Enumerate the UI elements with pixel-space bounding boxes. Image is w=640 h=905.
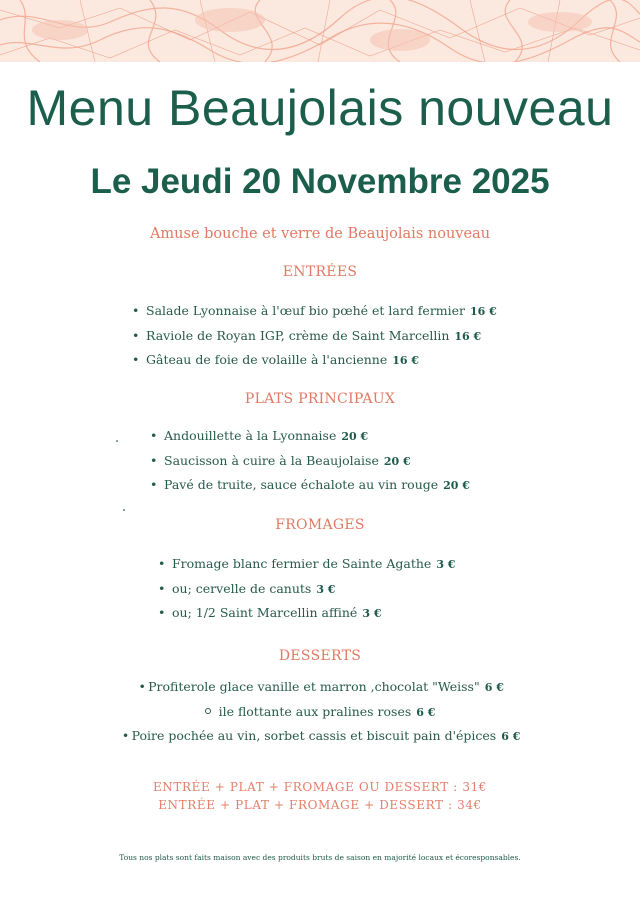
list-item — [0, 700, 640, 725]
decorative-banner — [0, 0, 640, 62]
bullet-icon: • — [158, 605, 166, 620]
bullet-icon: • — [158, 580, 166, 596]
item-price: 6 € — [484, 681, 504, 694]
item-name: Profiterole glace vanille et marron ,chocolat "Weiss" — [148, 679, 480, 694]
bullet-icon: • — [158, 556, 166, 571]
item-name: Gâteau de foie de volaille à l'ancienne — [146, 352, 388, 367]
item-price: 6 € — [416, 705, 436, 719]
formula-line: ENTRÉE + PLAT + FROMAGE OU DESSERT : 31€ — [152, 780, 488, 794]
list-item — [150, 449, 470, 474]
footnote: Tous nos plats sont faits maison avec des produits bruts de saison en majorité locaux et écoresponsables. — [119, 853, 521, 862]
item-name: Raviole de Royan IGP, crème de Saint Marcellin — [146, 327, 450, 343]
item-price: 16 € — [392, 354, 420, 367]
item-price: 3 € — [362, 607, 382, 620]
page-title: Menu Beaujolais nouveau — [26, 80, 614, 136]
bullet-icon: • — [150, 428, 158, 443]
list-item — [158, 577, 455, 602]
list-item — [158, 601, 455, 626]
item-price: 20 € — [443, 479, 470, 492]
bullet-icon: • — [132, 303, 140, 318]
amuse-bouche-line: Amuse bouche et verre de Beaujolais nouveau — [149, 226, 491, 242]
bullet-icon: • — [132, 327, 140, 343]
stray-dot — [116, 440, 118, 442]
section-title-entrees: ENTRÉES — [282, 264, 358, 280]
item-name: Pavé de truite, sauce échalote au vin rouge — [164, 477, 439, 492]
list-item — [150, 473, 470, 498]
bullet-icon: • — [138, 679, 146, 694]
entrees-list — [132, 299, 497, 373]
item-price: 3 € — [436, 558, 456, 571]
item-name: Fromage blanc fermier de Sainte Agathe — [172, 556, 432, 571]
plats-list — [150, 424, 470, 498]
desserts-list — [0, 675, 640, 749]
marble-pattern-image — [0, 0, 640, 62]
list-item — [158, 552, 455, 577]
item-name: ou; 1/2 Saint Marcellin affiné — [172, 605, 358, 620]
item-name: ile flottante aux pralines roses — [218, 703, 412, 719]
list-item — [132, 324, 497, 349]
stray-dot — [123, 509, 125, 511]
section-title-fromages: FROMAGES — [275, 517, 365, 533]
item-name: Salade Lyonnaise à l'œuf bio pœhé et lard fermier — [146, 303, 466, 318]
event-date: Le Jeudi 20 Novembre 2025 — [90, 162, 550, 201]
item-name: ou; cervelle de canuts — [172, 580, 312, 596]
list-item — [0, 724, 640, 749]
bullet-icon: • — [121, 728, 130, 743]
item-name: Saucisson à cuire à la Beaujolaise — [164, 452, 379, 468]
formula-line: ENTRÉE + PLAT + FROMAGE + DESSERT : 34€ — [158, 798, 482, 812]
item-name: Andouillette à la Lyonnaise — [164, 428, 337, 443]
list-item — [132, 348, 497, 373]
circle-bullet-icon — [205, 708, 211, 714]
fromages-list — [158, 552, 455, 626]
list-item — [0, 675, 640, 700]
section-title-desserts: DESSERTS — [278, 648, 362, 664]
bullet-icon: • — [150, 477, 158, 492]
item-price: 6 € — [501, 730, 521, 743]
item-price: 3 € — [316, 582, 336, 596]
bullet-icon: • — [150, 452, 158, 468]
section-title-plats: PLATS PRINCIPAUX — [244, 391, 396, 407]
item-price: 16 € — [454, 329, 482, 343]
list-item — [132, 299, 497, 324]
bullet-icon: • — [132, 352, 140, 367]
item-price: 20 € — [341, 430, 369, 443]
item-price: 20 € — [383, 454, 411, 468]
list-item — [150, 424, 470, 449]
item-price: 16 € — [470, 305, 497, 318]
item-name: Poire pochée au vin, sorbet cassis et biscuit pain d'épices — [131, 728, 497, 743]
